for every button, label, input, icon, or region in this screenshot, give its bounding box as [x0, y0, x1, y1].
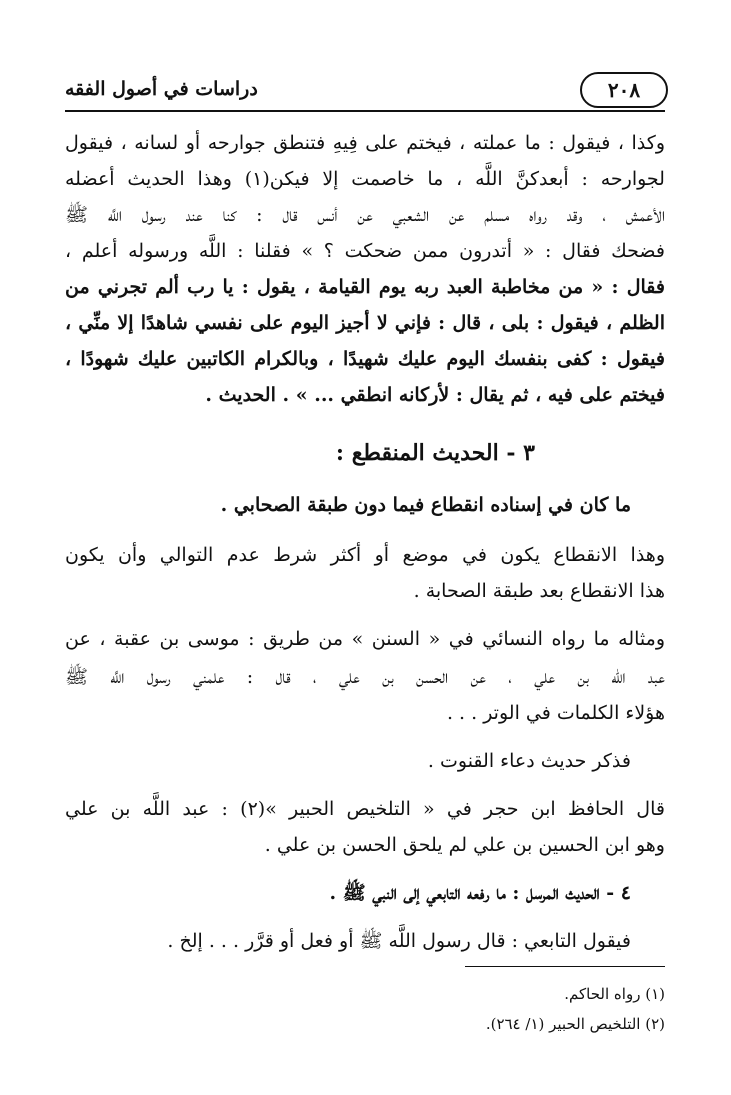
text-line: هؤلاء الكلمات في الوتر . . . [446, 702, 665, 724]
text-line: فيقول التابعي : قال رسول اللَّه ﷺ أو فعل أو قرَّر . . . إلخ . [167, 930, 631, 952]
text-line: قال الحافظ ابن حجر في « التلخيص الحبير »(٢) : عبد اللَّه بن علي [65, 798, 665, 820]
section-heading: ٣ - الحديث المنقطع : [335, 440, 535, 466]
section-heading-mursal: ٤ - الحديث المرسل : ما رفعه التابعي إلى النبي ﷺ . [329, 882, 631, 904]
running-title: دراسات في أصول الفقه [65, 78, 258, 100]
page-number-frame [580, 72, 668, 108]
text-line: فذكر حديث دعاء القنوت . [427, 750, 631, 772]
text-line: الأعمش ، وقد رواه مسلم عن الشعبي عن أنس قال : كنا عند رسول اللَّه ﷺ [65, 204, 665, 226]
text-line: عبد الله بن علي ، عن الحسن بن علي ، قال : علمني رسول اللَّه ﷺ [65, 666, 665, 688]
page-number: ٢٠٨ [607, 78, 641, 102]
header-rule [65, 110, 665, 112]
hadith-text-line: فقال : « من مخاطبة العبد ربه يوم القيامة ، يقول : يا رب ألم تجرني من [65, 276, 665, 298]
hadith-text-line: الظلم ، فيقول : بلى ، قال : فإني لا أجيز اليوم على نفسي شاهدًا إلا منِّي ، [65, 312, 665, 334]
text-line: ومثاله ما رواه النسائي في « السنن » من طريق : موسى بن عقبة ، عن [65, 628, 665, 650]
text-line: وهو ابن الحسين بن علي لم يلحق الحسن بن علي . [264, 834, 665, 856]
definition-line: ما كان في إسناده انقطاع فيما دون طبقة الصحابي . [220, 494, 631, 516]
text-line: فضحك فقال : « أتدرون ممن ضحكت ؟ » فقلنا : اللَّه ورسوله أعلم ، [65, 240, 665, 262]
text-line: هذا الانقطاع بعد طبقة الصحابة . [413, 580, 665, 602]
footnote-rule [465, 966, 665, 967]
footnote: (١) رواه الحاكم. [564, 985, 665, 1003]
footnote: (٢) التلخيص الحبير (١/ ٢٦٤). [485, 1015, 665, 1033]
hadith-text-line: فيقول : كفى بنفسك اليوم عليك شهيدًا ، وبالكرام الكاتبين عليك شهودًا ، [65, 348, 665, 370]
text-line: وكذا ، فيقول : ما عملته ، فيختم على فِيهِ فتنطق جوارحه أو لسانه ، فيقول [65, 132, 665, 154]
text-line: وهذا الانقطاع يكون في موضع أو أكثر شرط عدم التوالي وأن يكون [65, 544, 665, 566]
hadith-text-line: فيختم على فيه ، ثم يقال : لأركانه انطقي ... » . الحديث . [205, 384, 665, 406]
text-line: لجوارحه : أبعدكنَّ اللَّه ، ما خاصمت إلا فيكن(١) وهذا الحديث أعضله [65, 168, 665, 190]
page-header [65, 72, 665, 112]
